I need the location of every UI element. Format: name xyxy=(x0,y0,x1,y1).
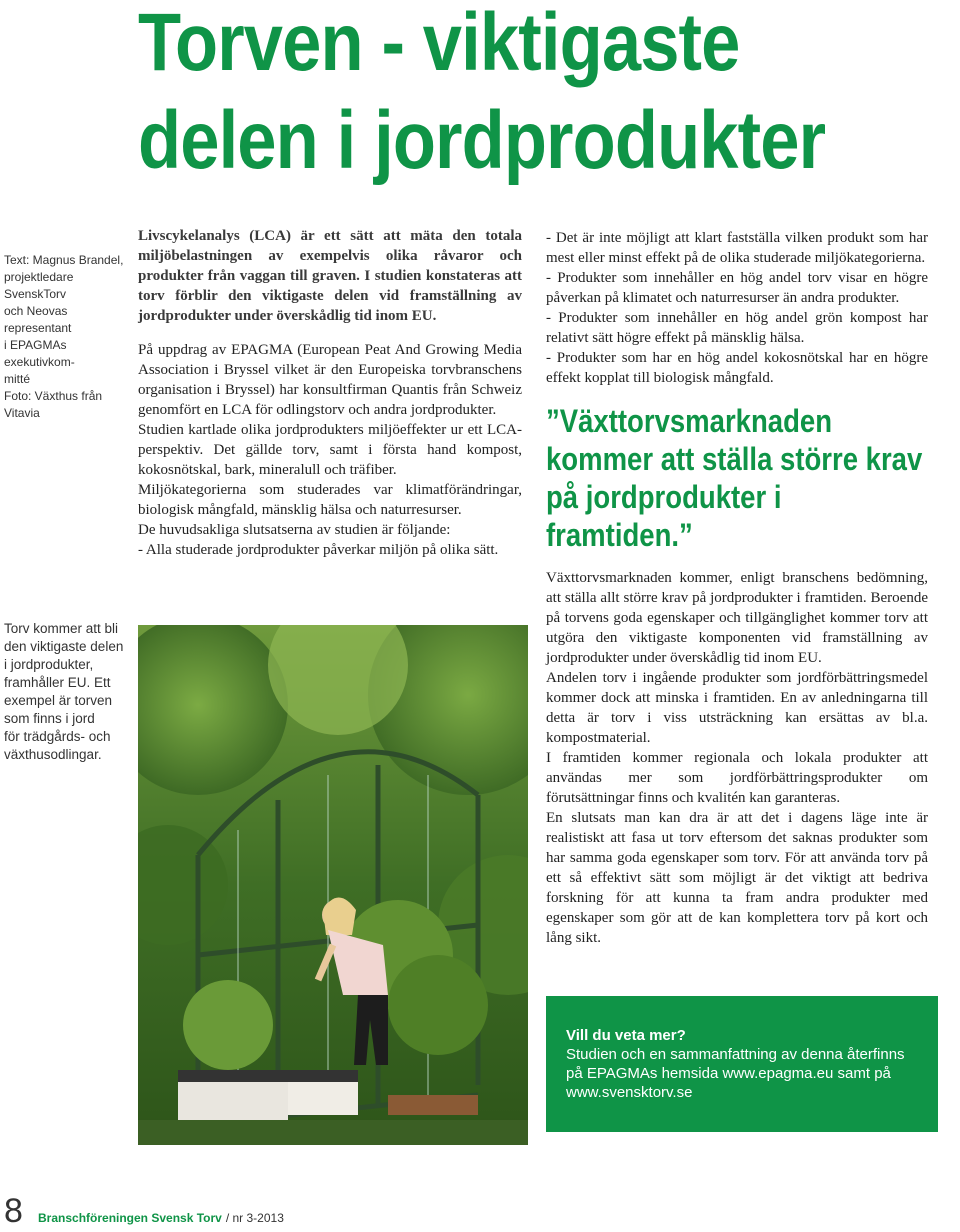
info-box-text: Studien och en sammanfattning av denna återfinns på EPAGMAs hemsida www.epagma.eu samt på www.svensktorv.se xyxy=(566,1046,905,1101)
publication-name: Branschföreningen Svensk Torv xyxy=(38,1211,222,1225)
body-paragraph: En slutsats man kan dra är att det i dagens läge inte är realistiskt att fasa ut torv eftersom det saknas produkter som har samma goda egenskaper som torv. För att använda torv på ett så effektivt sätt som möjligt är det viktigt att bedriva forskning för att kunna ta fram andra produkter med egenskaper som gör att de kan komplettera torv på kort och lång sikt. xyxy=(546,810,928,946)
title-line-1: Torven - viktigaste xyxy=(138,0,740,88)
bullet-paragraph: - Produkter som har en hög andel kokosnötskal har en högre effekt kopplat till biologisk mångfald. xyxy=(546,350,928,386)
bullet-paragraph: - Produkter som innehåller en hög andel torv visar en högre påverkan på klimatet och naturresurser än andra produkter. xyxy=(546,270,928,306)
body-paragraph: Studien kartlade olika jordprodukters miljöeffekter ur ett LCA-perspektiv. Det gällde torv, samt i första hand kompost, kokosnötskal, bark, mineralull och träfiber. xyxy=(138,422,522,478)
bullet-paragraph: - Produkter som innehåller en hög andel grön kompost har relativt sätt högre effekt på mänsklig hälsa. xyxy=(546,310,928,346)
photo-credits xyxy=(4,252,132,422)
caption-line: för trädgårds- och xyxy=(4,729,111,744)
caption-line: den viktigaste delen xyxy=(4,639,124,654)
body-paragraph: Andelen torv i ingående produkter som jordförbättringsmedel kommer dock att minska i framtiden. En av anledningarna till detta är torv i viss utsträckning kan ersättas av bl.a. kompostmaterial. xyxy=(546,670,928,746)
caption-line: växthusodlingar. xyxy=(4,747,102,762)
bullet-paragraph: - Det är inte möjligt att klart fastställa vilken produkt som har mest eller minst effekt på de olika studerade miljökategorierna. xyxy=(546,230,928,266)
article-column-2 xyxy=(546,228,928,948)
credits-line: Foto: Växthus från xyxy=(4,389,103,403)
info-box-title: Vill du veta mer? xyxy=(566,1027,686,1044)
info-box xyxy=(546,996,938,1132)
body-paragraph: I framtiden kommer regionala och lokala produkter att användas mer som jordförbättringsprodukter om förutsättningar finns och kvalitén kan garanteras. xyxy=(546,750,928,806)
title-line-2: delen i jordprodukter xyxy=(138,95,826,186)
article-column-1 xyxy=(138,226,522,560)
body-paragraph: - Alla studerade jordprodukter påverkar miljön på olika sätt. xyxy=(138,542,499,558)
caption-line: exempel är torven xyxy=(4,693,113,708)
body-paragraph: Växttorvsmarknaden kommer, enligt branschens bedömning, att ställa allt större krav på jordprodukter i framtiden. Beroende på torvens goda egenskaper och tillgänglighet kommer torv att utgöra den viktigaste komponenten vid framställning av jordprodukter under överskådlig tid inom EU. xyxy=(546,570,928,666)
caption-line: som finns i jord xyxy=(4,711,95,726)
page-footer xyxy=(4,1192,284,1232)
caption-line: framhåller EU. Ett xyxy=(4,675,111,690)
credits-line: i EPAGMAs exekutivkom- xyxy=(4,338,75,369)
body-paragraph: Miljökategorierna som studerades var klimatförändringar, biologisk mångfald, mänsklig hälsa och naturresurser. xyxy=(138,482,522,518)
lead-paragraph: Livscykelanalys (LCA) är ett sätt att mäta den totala miljöbelastningen av exempelvis olika råvaror och produkter från vaggan till graven. I studien konstateras att torv förblir den viktigaste delen vid framställning av jordprodukter under överskådlig tid inom EU. xyxy=(138,228,522,324)
credits-line: Vitavia xyxy=(4,406,40,420)
body-paragraph: De huvudsakliga slutsatserna av studien är följande: xyxy=(138,522,451,538)
photo-caption xyxy=(4,620,132,764)
caption-line: i jordprodukter, xyxy=(4,657,94,672)
issue-number: / nr 3-2013 xyxy=(225,1211,284,1225)
greenhouse-illustration xyxy=(138,625,528,1145)
credits-line: mitté xyxy=(4,372,31,386)
credits-line: Text: Magnus Brandel, xyxy=(4,253,124,267)
credits-line: projektledare SvenskTorv xyxy=(4,270,74,301)
page-number: 8 xyxy=(4,1192,23,1230)
pull-quote: ”Växttorvsmarknaden kommer att ställa större krav på jordprodukter i framtiden.” xyxy=(546,403,923,553)
article-title xyxy=(138,0,835,190)
caption-line: Torv kommer att bli xyxy=(4,621,119,636)
info-box-content xyxy=(566,1026,924,1102)
body-paragraph: På uppdrag av EPAGMA (European Peat And Growing Media Association i Bryssel vilket är den Europeiska torvbranschens organisation i Bryssel) har konsultfirman Quantis från Schweiz genomfört en LCA för odlingstorv och andra jordprodukter. xyxy=(138,342,522,418)
greenhouse-photo xyxy=(138,625,528,1145)
credits-line: och Neovas representant xyxy=(4,304,72,335)
